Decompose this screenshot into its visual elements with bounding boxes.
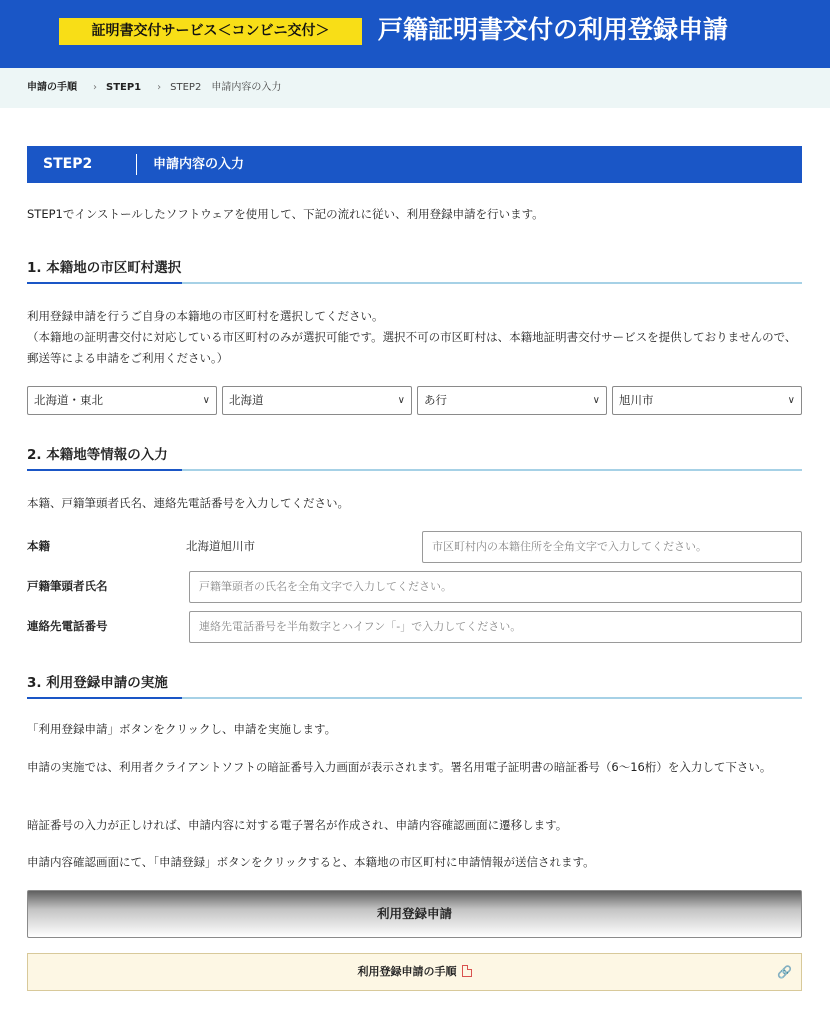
breadcrumb [0,68,830,108]
section-heading-domicile-info [27,443,802,471]
section3-signature-text: 暗証番号の入力が正しければ、申請内容に対する電子署名が作成され、申請内容確認画面に遷移します。 [27,818,568,832]
section-title: 3. 利用登録申請の実施 [27,675,168,691]
section-underline [27,469,182,471]
section-underline [27,282,182,284]
section-heading-municipality [27,256,802,284]
phone-label: 連絡先電話番号 [27,619,108,633]
submit-registration-button[interactable]: 利用登録申請 [27,890,802,938]
section3-step-text: 「利用登録申請」ボタンをクリックし、申請を実施します。 [27,722,337,736]
section3-pin-text: 申請の実施では、利用者クライアントソフトの暗証番号入力画面が表示されます。署名用電子証明書の暗証番号（6〜16桁）を入力して下さい。 [27,760,772,774]
procedure-pdf-link[interactable] [27,953,802,991]
section1-note: （本籍地の証明書交付に対応している市区町村のみが選択可能です。選択不可の市区町村は、本籍地証明書交付サービスを提供しておりませんので、郵送等による申請をご利用ください。） [27,330,797,365]
chevron-down-icon: ∨ [787,395,795,406]
region-select[interactable] [27,386,217,415]
hittosha-label: 戸籍筆頭者氏名 [27,579,108,593]
procedure-link-label: 利用登録申請の手順 [357,965,457,978]
chevron-down-icon: ∨ [397,395,405,406]
section1-description: 利用登録申請を行うご自身の本籍地の市区町村を選択してください。 [27,309,384,323]
hittosha-name-input[interactable]: 戸籍筆頭者の氏名を全角文字で入力してください。 [189,571,802,603]
honseki-prefix: 北海道旭川市 [186,539,255,553]
section-heading-submit [27,671,802,699]
prefecture-select-value: 北海道 [229,393,264,407]
step-title: 申請内容の入力 [153,157,245,172]
page-title: 戸籍証明書交付の利用登録申請 [378,15,729,44]
kana-row-select[interactable] [417,386,607,415]
municipality-select[interactable] [612,386,802,415]
breadcrumb-separator: › [93,82,97,93]
chevron-down-icon: ∨ [202,395,210,406]
section-underline [27,697,182,699]
service-badge: 証明書交付サービス＜コンビニ交付＞ [59,18,362,45]
header-banner [0,0,830,68]
section3-send-text: 申請内容確認画面にて、「申請登録」ボタンをクリックすると、本籍地の市区町村に申請情報が送信されます。 [27,855,595,869]
link-icon: 🔗 [777,965,792,979]
municipality-select-value: 旭川市 [619,393,654,407]
step-number: STEP2 [43,156,93,172]
phone-input[interactable]: 連絡先電話番号を半角数字とハイフン「-」で入力してください。 [189,611,802,643]
honseki-label: 本籍 [27,539,50,553]
breadcrumb-item-procedure[interactable]: 申請の手順 [27,82,77,93]
pdf-icon [462,965,472,977]
region-select-value: 北海道・東北 [34,393,103,407]
intro-text: STEP1でインストールしたソフトウェアを使用して、下記の流れに従い、利用登録申請を行います。 [27,207,544,221]
section-title: 1. 本籍地の市区町村選択 [27,260,182,276]
chevron-down-icon: ∨ [592,395,600,406]
section-title: 2. 本籍地等情報の入力 [27,447,168,463]
breadcrumb-item-step1[interactable]: STEP1 [106,82,142,93]
breadcrumb-item-current: STEP2 申請内容の入力 [170,82,282,93]
step-divider [136,154,137,175]
section2-description: 本籍、戸籍筆頭者氏名、連絡先電話番号を入力してください。 [27,496,349,510]
honseki-address-input[interactable]: 市区町村内の本籍住所を全角文字で入力してください。 [422,531,802,563]
breadcrumb-separator: › [157,82,162,93]
step-header [27,146,802,183]
kana-row-select-value: あ行 [424,393,447,407]
prefecture-select[interactable] [222,386,412,415]
